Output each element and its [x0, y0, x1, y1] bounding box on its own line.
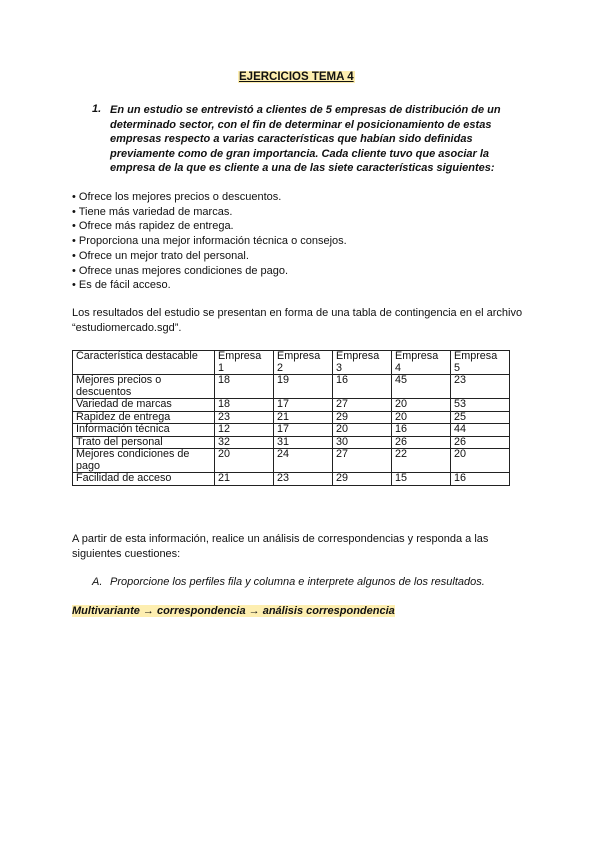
table-cell: 44 — [451, 424, 510, 437]
table-row — [73, 399, 510, 412]
table-cell: 24 — [274, 449, 333, 473]
table-cell: Mejores precios o descuentos — [73, 375, 215, 399]
list-item: • Tiene más variedad de marcas. — [72, 205, 347, 220]
table-cell: 18 — [215, 375, 274, 399]
table-cell: Trato del personal — [73, 436, 215, 449]
table-cell: 15 — [392, 473, 451, 486]
table-cell: Variedad de marcas — [73, 399, 215, 412]
table-cell: 16 — [392, 424, 451, 437]
table-cell: 25 — [451, 411, 510, 424]
table-header-cell: Empresa 2 — [274, 351, 333, 375]
page-title: EJERCICIOS TEMA 4 — [239, 71, 354, 83]
table-cell: 19 — [274, 375, 333, 399]
list-item: • Ofrece un mejor trato del personal. — [72, 249, 347, 264]
table-cell: 23 — [215, 411, 274, 424]
table-cell: 29 — [333, 411, 392, 424]
table-cell: 20 — [333, 424, 392, 437]
table-cell: 18 — [215, 399, 274, 412]
intro-paragraph: Los resultados del estudio se presentan en forma de una tabla de contingencia en el archivo “estudiomercado.sgd”. — [72, 307, 523, 334]
characteristics-list — [72, 190, 347, 293]
table-cell: 30 — [333, 436, 392, 449]
table-cell: 29 — [333, 473, 392, 486]
question-number: 1. — [92, 103, 102, 115]
table-cell: 20 — [451, 449, 510, 473]
list-item: • Es de fácil acceso. — [72, 278, 347, 293]
table-header-cell: Empresa 5 — [451, 351, 510, 375]
table-cell: 21 — [215, 473, 274, 486]
list-item: • Ofrece más rapidez de entrega. — [72, 219, 347, 234]
instructions-paragraph: A partir de esta información, realice un análisis de correspondencias y responda a las siguientes cuestiones: — [72, 533, 489, 560]
table-cell: 20 — [392, 399, 451, 412]
table-row — [73, 411, 510, 424]
table-cell: 16 — [451, 473, 510, 486]
sub-question-label: A. — [92, 576, 103, 588]
table-cell: 20 — [215, 449, 274, 473]
table-cell: 23 — [274, 473, 333, 486]
table-cell: 27 — [333, 449, 392, 473]
table-cell: Información técnica — [73, 424, 215, 437]
table-cell: 53 — [451, 399, 510, 412]
table-header-cell: Característica destacable — [73, 351, 215, 375]
table-cell: 17 — [274, 424, 333, 437]
table-cell: 22 — [392, 449, 451, 473]
table-cell: 31 — [274, 436, 333, 449]
table-row — [73, 473, 510, 486]
table-cell: 20 — [392, 411, 451, 424]
list-item: • Proporciona una mejor información técnica o consejos. — [72, 234, 347, 249]
table-header-cell: Empresa 3 — [333, 351, 392, 375]
table-header-cell: Empresa 1 — [215, 351, 274, 375]
list-item: • Ofrece unas mejores condiciones de pago. — [72, 264, 347, 279]
table-cell: 27 — [333, 399, 392, 412]
list-item: • Ofrece los mejores precios o descuentos. — [72, 190, 347, 205]
question-text: En un estudio se entrevistó a clientes de 5 empresas de distribución de un determinado sector, con el fin de determinar el posicionamiento de estas empresas respecto a varias características que habían sido definidas previamente como de gran importancia. Cada cliente tuvo que asociar la empresa de la que es cliente a una de las siete características siguientes: — [110, 104, 501, 175]
sub-question-text: Proporcione los perfiles fila y columna e interprete algunos de los resultados. — [110, 576, 485, 588]
table-cell: Mejores condiciones de pago — [73, 449, 215, 473]
table-cell: 26 — [392, 436, 451, 449]
table-row — [73, 436, 510, 449]
table-cell: 12 — [215, 424, 274, 437]
sub-question — [92, 576, 485, 588]
table-cell: 17 — [274, 399, 333, 412]
table-cell: 32 — [215, 436, 274, 449]
table-cell: 45 — [392, 375, 451, 399]
table-row — [73, 449, 510, 473]
table-row — [73, 375, 510, 399]
contingency-table — [72, 350, 510, 486]
table-cell: 16 — [333, 375, 392, 399]
table-cell: 23 — [451, 375, 510, 399]
table-header-cell: Empresa 4 — [392, 351, 451, 375]
menu-path-highlight: Multivariante → correspondencia → análisis correspondencia — [72, 605, 395, 617]
table-header-row — [73, 351, 510, 375]
table-cell: Facilidad de acceso — [73, 473, 215, 486]
table-cell: 26 — [451, 436, 510, 449]
table-cell: 21 — [274, 411, 333, 424]
table-row — [73, 424, 510, 437]
table-cell: Rapidez de entrega — [73, 411, 215, 424]
